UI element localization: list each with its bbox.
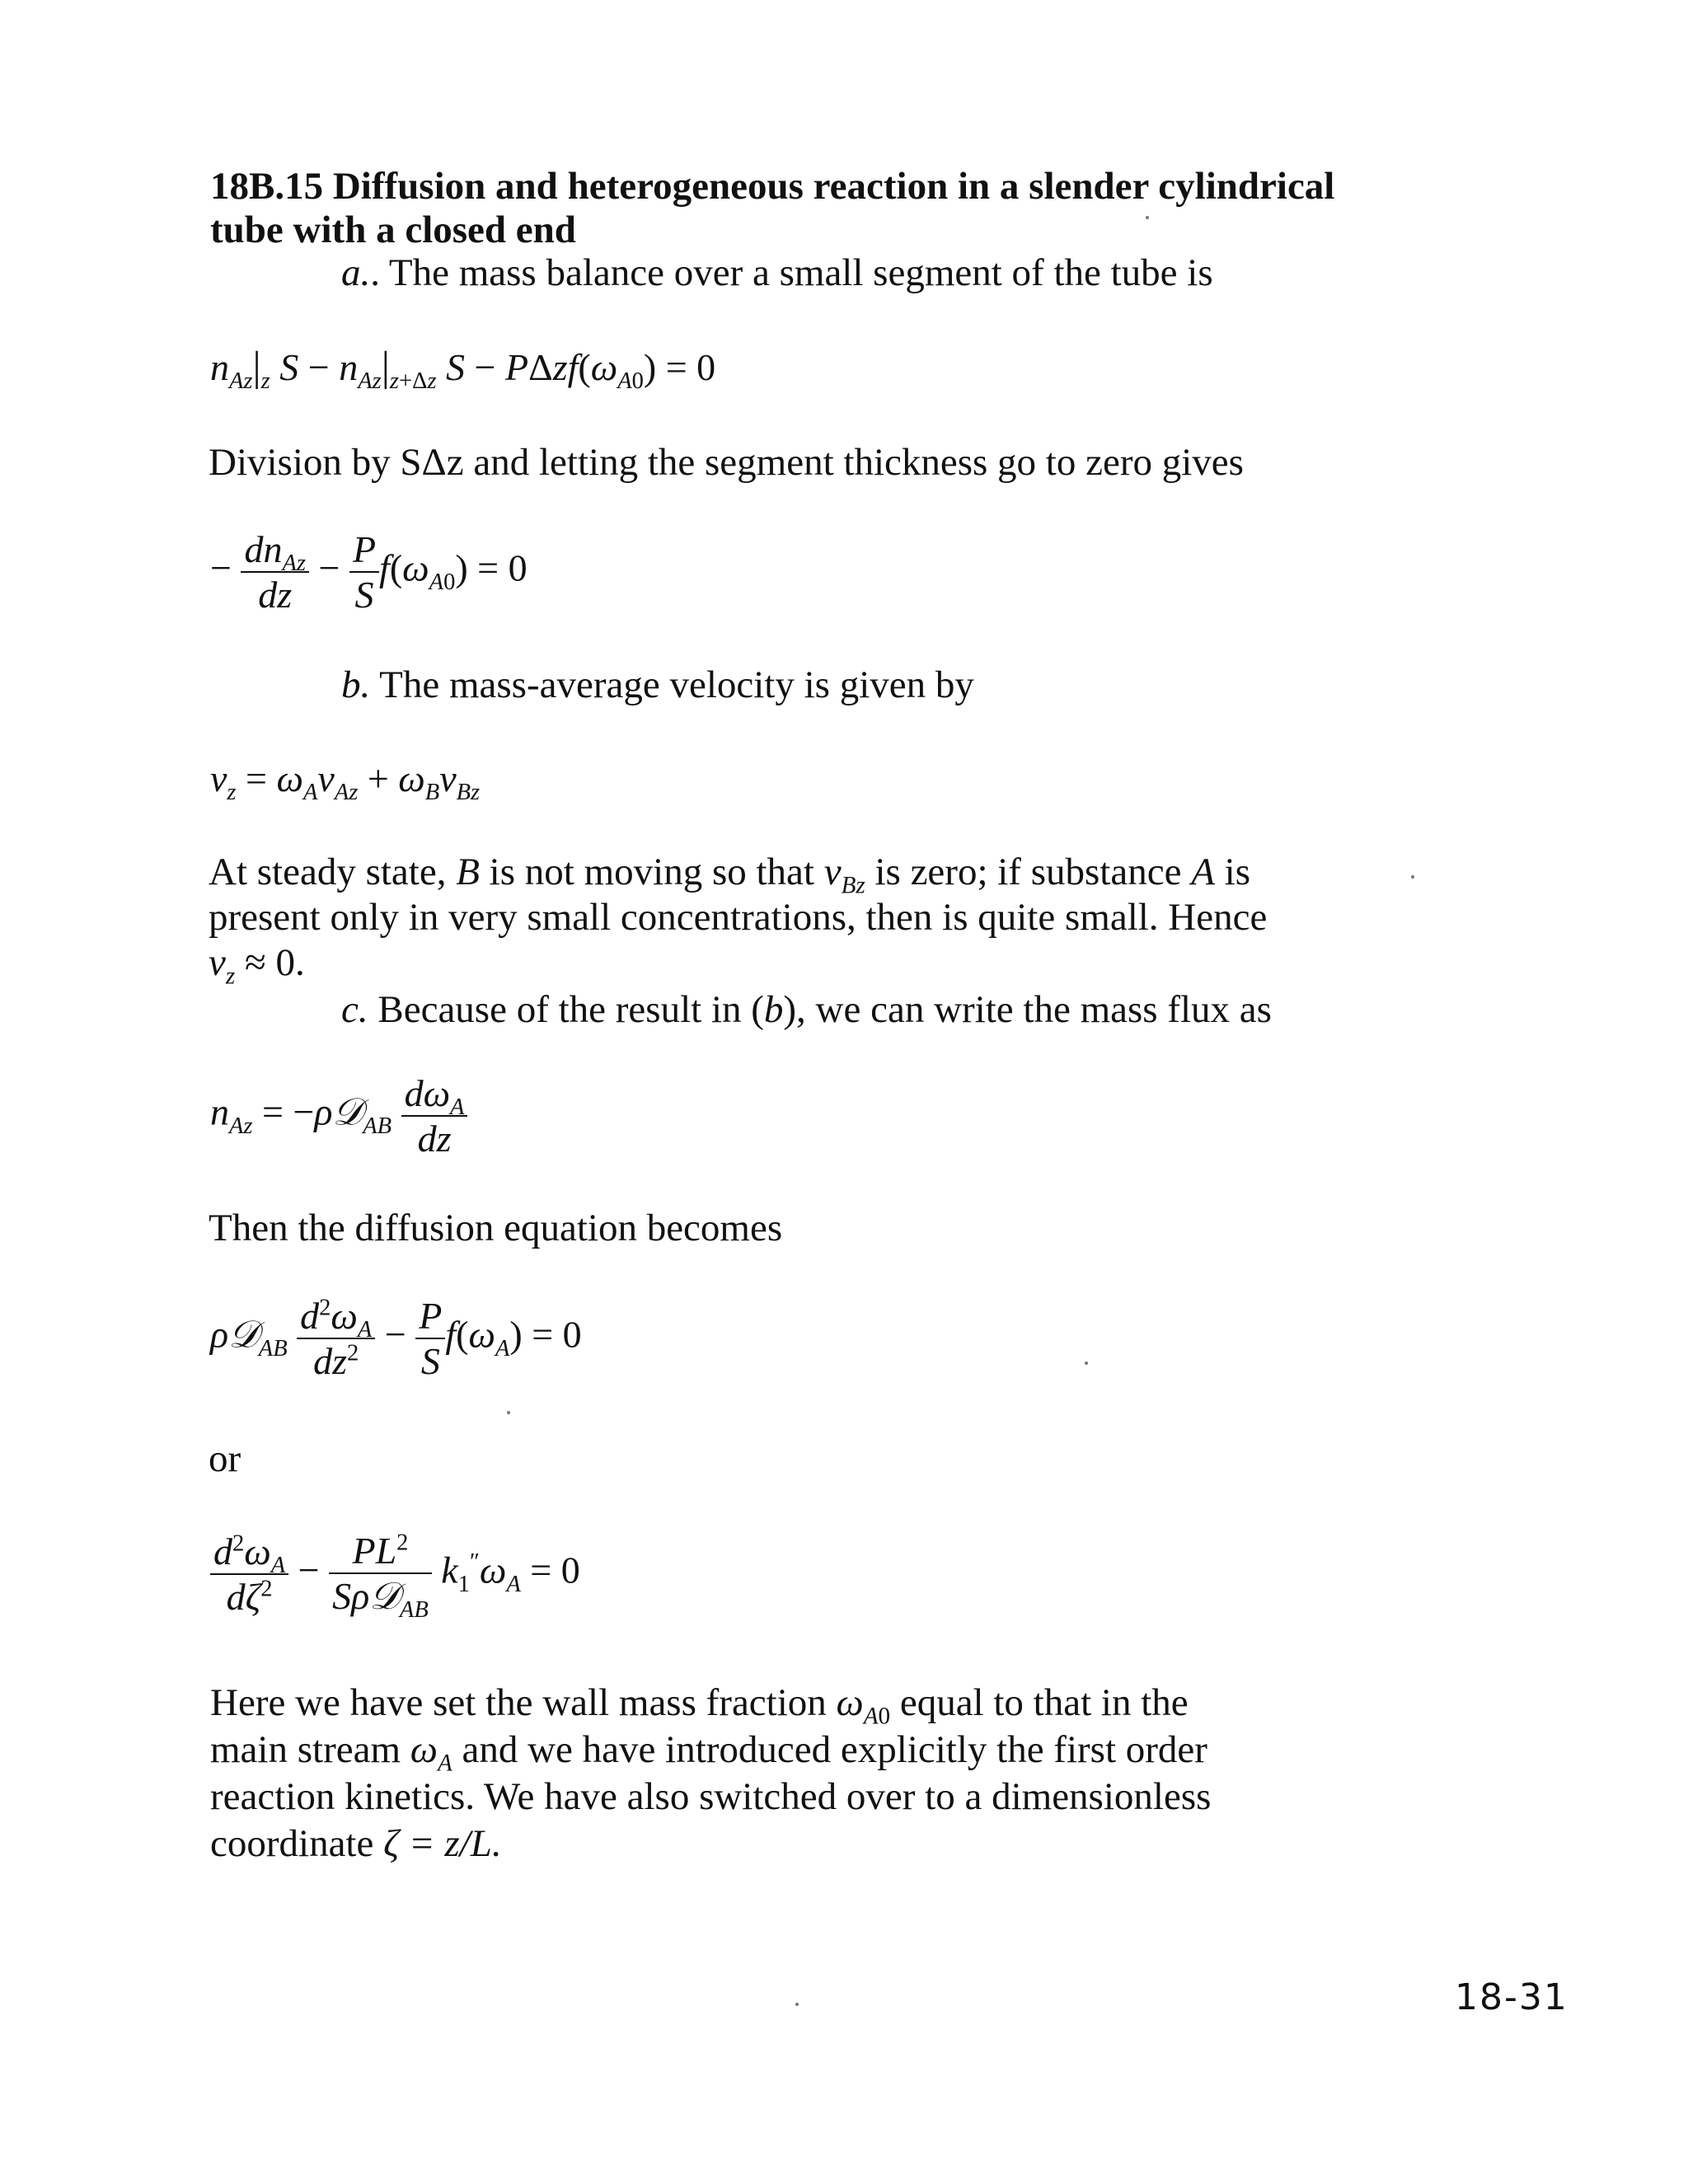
part-b-intro-text: The mass-average velocity is given by — [370, 663, 974, 706]
problem-title-line2: tube with a closed end — [210, 209, 576, 251]
eq6-tail: = 0 — [530, 1549, 580, 1591]
closing-line3: reaction kinetics. We have also switched over to a dimensionless — [210, 1775, 1212, 1818]
part-b-label: b. — [341, 663, 371, 706]
scan-speck — [507, 1411, 510, 1414]
eq1-tail: = 0 — [665, 346, 716, 388]
part-c-or: or — [209, 1437, 241, 1480]
part-a-label: a. — [341, 251, 371, 294]
eq5-tail: = 0 — [532, 1313, 582, 1356]
equation-differential-balance: − $\frac{dn_{Az}}{dz}$ − $\frac{P}{S}$ $f(\omega_{A0}) = 0$ — [210, 528, 528, 616]
part-b-paragraph-line2: present only in very small concentrations, then is quite small. Hence — [209, 896, 1268, 939]
eq2-tail: = 0 — [477, 546, 528, 589]
equation-dimensionless: $\frac{d^2\omega_A}{d\zeta^2}$ − $\frac{PL^2}{S\rho 𝒟_{AB}}$ $k_1''\omega_A = 0$ — [210, 1529, 580, 1619]
closing-line2: main stream $\omega_A$ and we have introduced explicitly the first order — [210, 1728, 1207, 1777]
page-number: 18-31 — [1455, 1976, 1568, 2018]
scan-speck — [1085, 1361, 1088, 1365]
part-c-intro: c. Because of the result in (b), we can write the mass flux as — [341, 988, 1272, 1031]
equation-mass-balance: $n_{Az}|_z$ $S - n_{Az}|_{z+\Delta z}$ $S - P\Delta zf(\omega_{A0}) = 0$ — [210, 343, 716, 395]
problem-heading — [210, 165, 1334, 209]
closing-line1: Here we have set the wall mass fraction $\omega_{A0}$ equal to that in the — [210, 1681, 1189, 1730]
zeta-definition: ζ = z/L. — [383, 1822, 502, 1865]
part-c-label: c. — [341, 988, 368, 1031]
equation-mass-average-velocity: $v_z = \omega_Av_{Az} + \omega_Bv_{Bz}$ — [210, 757, 481, 806]
part-b-paragraph-line3: $v_z \approx 0$. — [209, 941, 305, 990]
scan-speck — [795, 2003, 799, 2006]
part-a-division-text: Division by SΔz and letting the segment thickness go to zero gives — [209, 441, 1244, 484]
equation-diffusion: ρ𝒟$_{AB}$ $\frac{d^2\omega_A}{dz^2}$ − $\frac{P}{S}$ $f(\omega_A) = 0$ — [210, 1295, 582, 1382]
part-b-intro — [341, 662, 974, 709]
scan-speck — [1146, 216, 1149, 219]
equation-mass-flux: $n_{Az}$ = −ρ𝒟$_{AB}$ $\frac{d\omega_A}{dz}$ — [210, 1071, 467, 1160]
part-a-intro-text: . The mass balance over a small segment of the tube is — [370, 251, 1213, 294]
closing-line4: coordinate ζ = z/L. — [210, 1822, 502, 1865]
scan-speck — [1411, 875, 1414, 879]
part-c-then-text: Then the diffusion equation becomes — [209, 1207, 783, 1249]
part-a-intro — [341, 250, 1213, 297]
problem-title-line1: Diffusion and heterogeneous reaction in a slender cylindrical — [332, 165, 1335, 208]
problem-number: 18B.15 — [210, 165, 324, 208]
part-b-paragraph-line1: At steady state, B is not moving so that $v_{Bz}$ is zero; if substance A is — [209, 851, 1251, 899]
